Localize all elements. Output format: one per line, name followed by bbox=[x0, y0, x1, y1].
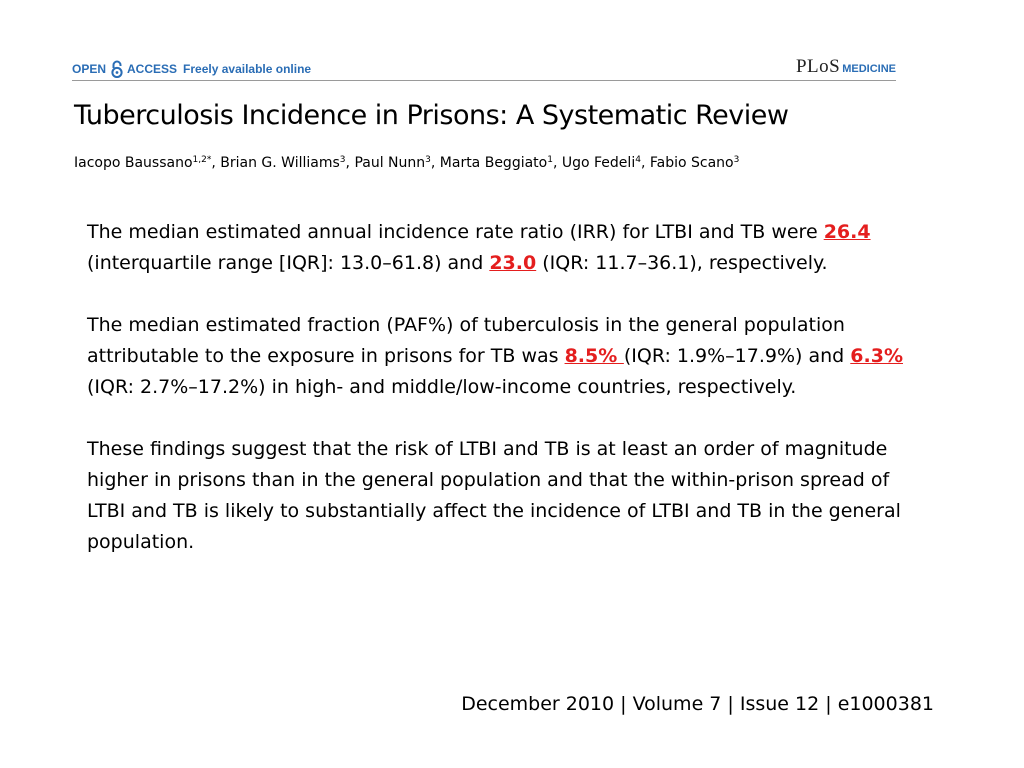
paf-low-income-value: 6.3% bbox=[850, 345, 903, 367]
irr-text-1: The median estimated annual incidence rate ratio (IRR) for LTBI and TB were bbox=[87, 221, 824, 243]
author-name: Marta Beggiato bbox=[439, 155, 548, 171]
author-affiliation: 4 bbox=[635, 155, 641, 165]
open-lock-icon bbox=[110, 60, 124, 78]
open-access-badge bbox=[72, 60, 311, 78]
paf-paragraph bbox=[87, 310, 907, 403]
conclusion-paragraph: These findings suggest that the risk of LTBI and TB is at least an order of magnitude higher in prisons than in the general population and that the within-prison spread of LTBI and TB is likely to substantially affect the incidence of LTBI and TB in the general population. bbox=[87, 438, 901, 553]
irr-paragraph bbox=[87, 217, 907, 279]
paf-text-2: (IQR: 1.9%–17.9%) and bbox=[623, 345, 851, 367]
irr-text-3: (IQR: 11.7–36.1), respectively. bbox=[536, 252, 828, 274]
author-name: Fabio Scano bbox=[649, 155, 734, 171]
irr-tb-value: 23.0 bbox=[489, 252, 537, 274]
paf-high-income-value: 8.5% bbox=[564, 345, 624, 367]
access-label: ACCESS bbox=[127, 62, 178, 76]
journal-logo bbox=[796, 56, 896, 78]
author-affiliation: 1,2* bbox=[192, 155, 212, 165]
author-name: Brian G. Williams bbox=[220, 155, 340, 171]
journal-logo-main: PLoS bbox=[795, 56, 841, 77]
author-name: Iacopo Baussano bbox=[74, 155, 193, 171]
summary-text bbox=[87, 217, 907, 558]
paf-text-3: (IQR: 2.7%–17.2%) in high- and middle/low-income countries, respectively. bbox=[87, 376, 797, 398]
author-name: Paul Nunn bbox=[354, 155, 426, 171]
author-affiliation: 3 bbox=[425, 155, 431, 165]
freely-available-label: Freely available online bbox=[183, 62, 312, 76]
author-name: Ugo Fedeli bbox=[561, 155, 636, 171]
journal-header bbox=[72, 56, 896, 81]
author-affiliation: 1 bbox=[547, 155, 553, 165]
citation-footer: December 2010 | Volume 7 | Issue 12 | e1000381 bbox=[461, 693, 934, 715]
author-affiliation: 3 bbox=[339, 155, 346, 165]
irr-text-2: (interquartile range [IQR]: 13.0–61.8) and bbox=[87, 252, 490, 274]
author-list: Iacopo Baussano$^{1,2*}$, Brian G. Williams$^3$, Paul Nunn$^3$, Marta Beggiato$^1$, Ugo Fedeli$^4$, Fabio Scano$^3$ bbox=[74, 155, 740, 171]
irr-ltbi-value: 26.4 bbox=[823, 221, 871, 243]
journal-logo-sub: MEDICINE bbox=[842, 63, 896, 75]
paper-title: Tuberculosis Incidence in Prisons: A Systematic Review bbox=[74, 100, 789, 131]
author-affiliation: 3 bbox=[733, 155, 740, 165]
open-label: OPEN bbox=[72, 62, 107, 76]
paf-text-1: The median estimated fraction (PAF%) of tuberculosis in the general population attributable to the exposure in prisons for TB was bbox=[87, 314, 845, 367]
